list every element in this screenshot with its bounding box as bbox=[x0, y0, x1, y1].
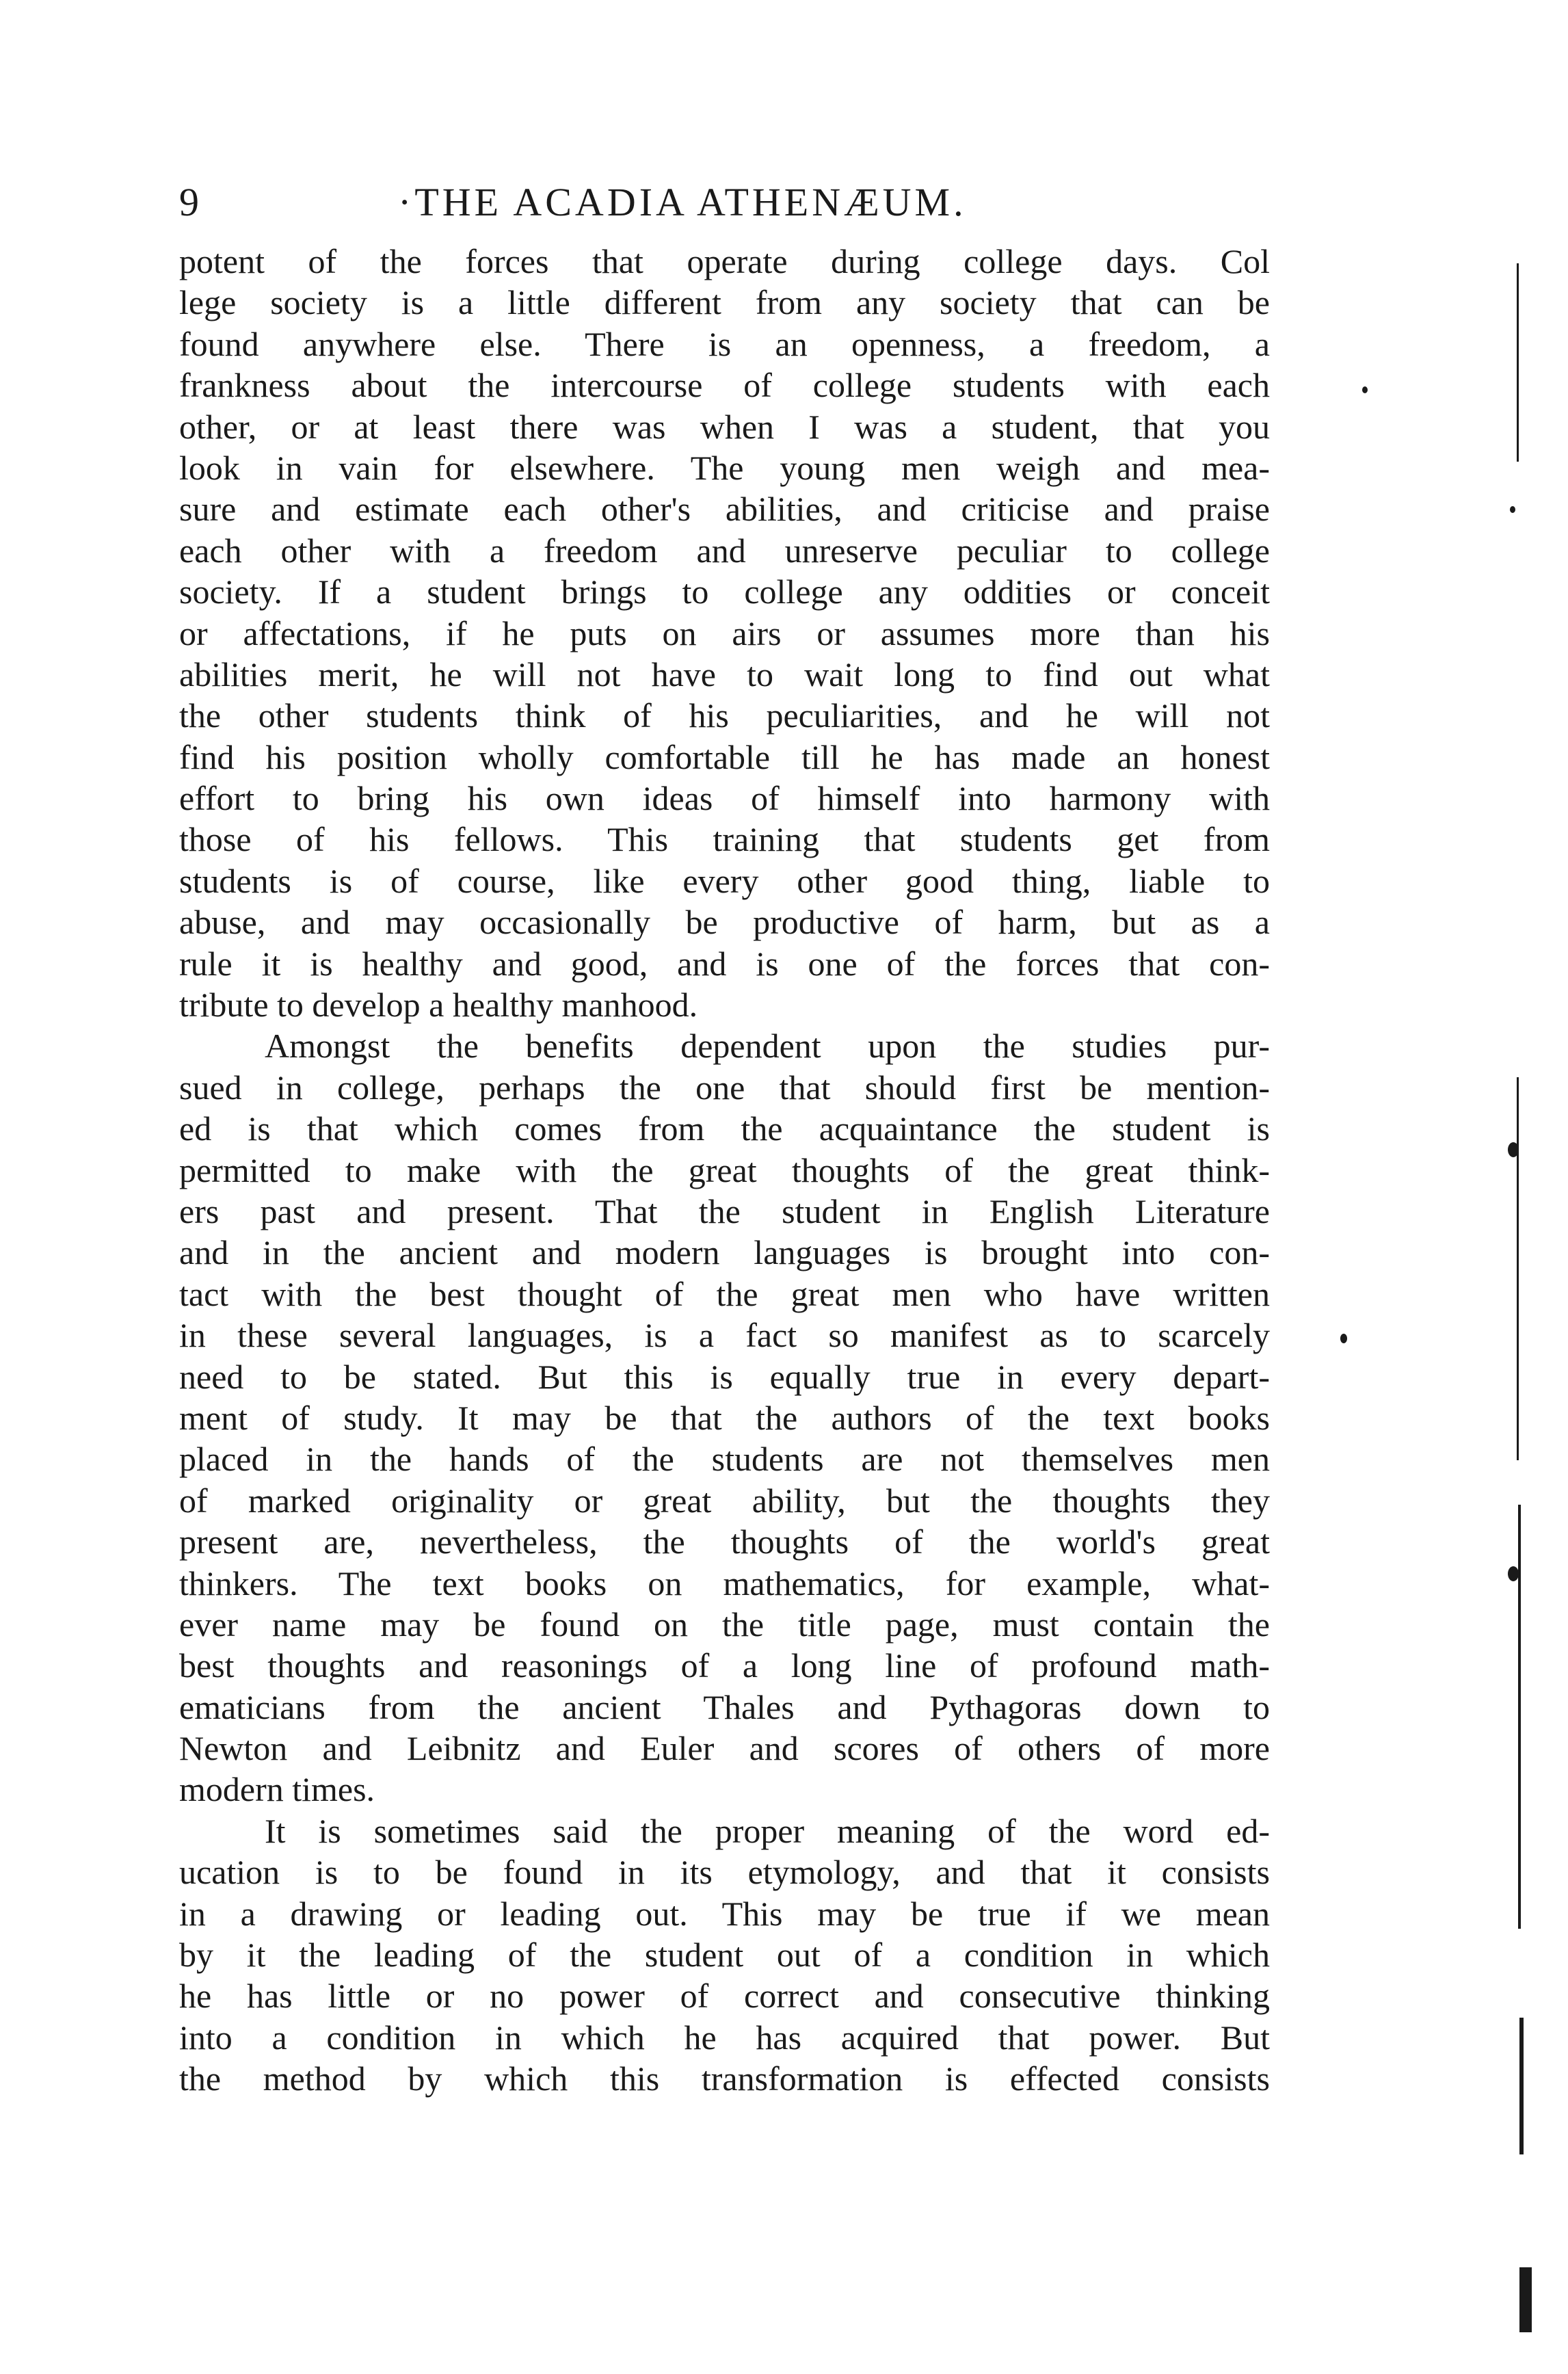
text-line: ematicians from the ancient Thales and Pythagoras down to bbox=[179, 1687, 1270, 1726]
text-line: the other students think of his peculiarities, and he will not bbox=[179, 696, 1270, 735]
margin-scan-dot bbox=[1362, 386, 1368, 393]
text-line: abilities merit, he will not have to wait long to find out what bbox=[179, 655, 1270, 694]
margin-scan-dot bbox=[1510, 506, 1515, 513]
text-line: ed is that which comes from the acquaintance the student is bbox=[179, 1109, 1270, 1148]
text-line: tribute to develop a healthy manhood. bbox=[179, 986, 698, 1025]
text-line: thinkers. The text books on mathematics, for example, what- bbox=[179, 1564, 1270, 1603]
text-line: find his position wholly comfortable till he has made an honest bbox=[179, 737, 1270, 776]
text-line: found anywhere else. There is an openness, a freedom, a bbox=[179, 324, 1270, 363]
text-line: effort to bring his own ideas of himself into harmony with bbox=[179, 779, 1270, 818]
text-line: ment of study. It may be that the authors of the text books bbox=[179, 1398, 1270, 1437]
text-line: and in the ancient and modern languages is brought into con- bbox=[179, 1233, 1270, 1272]
text-line: Amongst the benefits dependent upon the studies pur- bbox=[265, 1027, 1270, 1066]
text-line: potent of the forces that operate during college days. Col bbox=[179, 242, 1270, 280]
text-line: Newton and Leibnitz and Euler and scores of others of more bbox=[179, 1729, 1270, 1768]
margin-scan-dot bbox=[1508, 1566, 1519, 1581]
text-line: sued in college, perhaps the one that should first be mention- bbox=[179, 1068, 1270, 1107]
text-line: those of his fellows. This training that students get from bbox=[179, 820, 1270, 859]
text-line: into a condition in which he has acquired that power. But bbox=[179, 2018, 1270, 2057]
text-line: best thoughts and reasonings of a long line of profound math- bbox=[179, 1646, 1270, 1685]
text-line: in a drawing or leading out. This may be true if we mean bbox=[179, 1894, 1270, 1933]
text-line: other, or at least there was when I was a student, that you bbox=[179, 407, 1270, 446]
text-line: abuse, and may occasionally be productive of harm, but as a bbox=[179, 903, 1270, 942]
margin-scan-mark bbox=[1519, 2267, 1532, 2332]
margin-scan-mark bbox=[1517, 263, 1519, 462]
paragraph-2 bbox=[179, 1025, 1270, 1810]
margin-scan-mark bbox=[1517, 1077, 1519, 1460]
page-number: 9 bbox=[179, 180, 200, 224]
text-line: frankness about the intercourse of college students with each bbox=[179, 366, 1270, 405]
page-header bbox=[179, 179, 1273, 234]
margin-scan-dot bbox=[1508, 1142, 1519, 1157]
text-line: each other with a freedom and unreserve peculiar to college bbox=[179, 531, 1270, 570]
text-line: need to be stated. But this is equally true in every depart- bbox=[179, 1357, 1270, 1396]
text-line: modern times. bbox=[179, 1770, 375, 1809]
paragraph-1 bbox=[179, 241, 1270, 1025]
text-line: permitted to make with the great thoughts of the great think- bbox=[179, 1150, 1270, 1189]
margin-scan-mark bbox=[1519, 2018, 1524, 2154]
text-line: students is of course, like every other good thing, liable to bbox=[179, 861, 1270, 900]
text-line: or affectations, if he puts on airs or assumes more than his bbox=[179, 614, 1270, 652]
text-line: the method by which this transformation is effected consists bbox=[179, 2059, 1270, 2098]
text-line: in these several languages, is a fact so manifest as to scarcely bbox=[179, 1316, 1270, 1355]
margin-scan-mark bbox=[1518, 1505, 1521, 1929]
text-line: he has little or no power of correct and consecutive thinking bbox=[179, 1977, 1270, 2016]
text-line: It is sometimes said the proper meaning of the word ed- bbox=[265, 1811, 1270, 1850]
margin-scan-dot bbox=[1340, 1334, 1347, 1343]
paragraph-3 bbox=[179, 1810, 1270, 2100]
text-line: ucation is to be found in its etymology, and that it consists bbox=[179, 1853, 1270, 1892]
text-line: ever name may be found on the title page, must contain the bbox=[179, 1605, 1270, 1644]
text-line: look in vain for elsewhere. The young men weigh and mea- bbox=[179, 448, 1270, 487]
text-line: by it the leading of the student out of a condition in which bbox=[179, 1936, 1270, 1975]
text-line: tact with the best thought of the great men who have written bbox=[179, 1274, 1270, 1313]
text-line: sure and estimate each other's abilities, and criticise and praise bbox=[179, 490, 1270, 529]
running-title: ·THE ACADIA ATHENÆUM. bbox=[398, 180, 967, 224]
text-line: lege society is a little different from any society that can be bbox=[179, 283, 1270, 322]
text-line: of marked originality or great ability, but the thoughts they bbox=[179, 1481, 1270, 1520]
text-line: present are, nevertheless, the thoughts of the world's great bbox=[179, 1522, 1270, 1561]
text-line: ers past and present. That the student in English Literature bbox=[179, 1191, 1270, 1230]
body-text bbox=[179, 241, 1270, 2100]
text-line: placed in the hands of the students are not themselves men bbox=[179, 1440, 1270, 1479]
text-line: rule it is healthy and good, and is one of the forces that con- bbox=[179, 944, 1270, 983]
text-line: society. If a student brings to college any oddities or conceit bbox=[179, 572, 1270, 611]
